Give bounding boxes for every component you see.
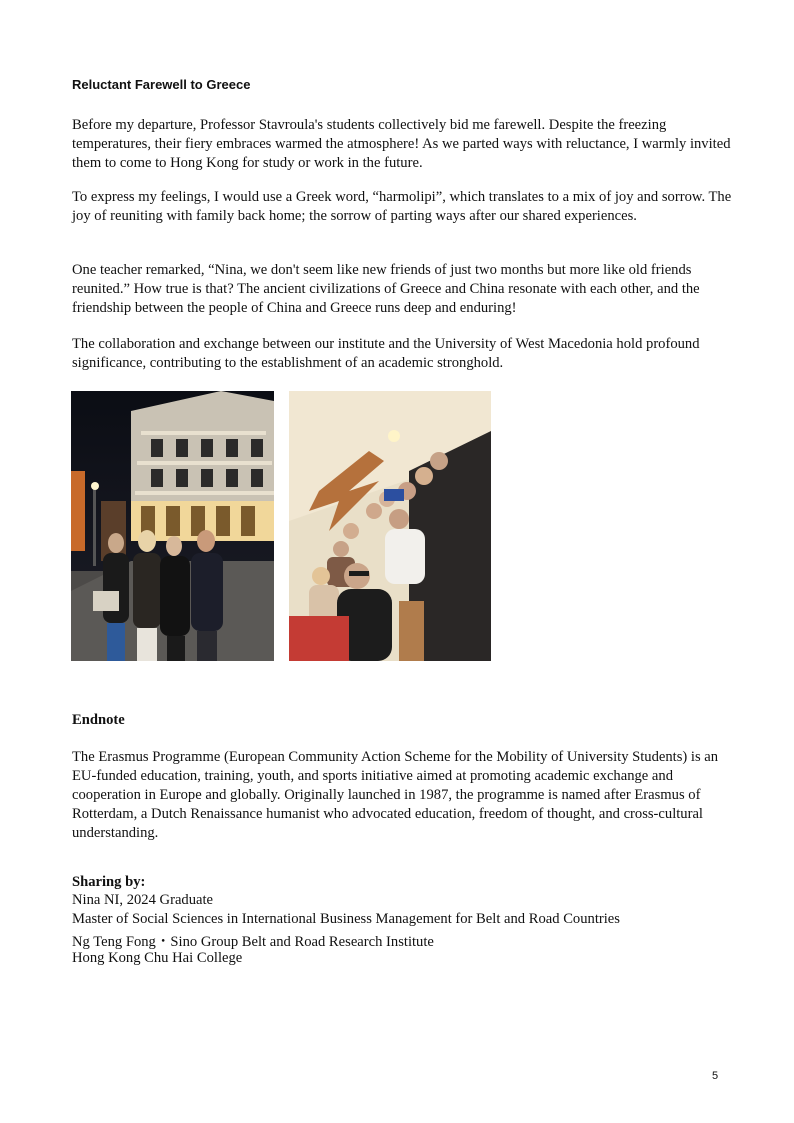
endnote-text: The Erasmus Programme (European Community Action Scheme for the Mobility of University Students) is an EU-funded education, training, youth, and sports initiative aimed at promoting academic exchange and cooperation in Europe and globally. Originally launched in 1987, the programme is named after Erasmus of Rotterdam, a Dutch Renaissance humanist who advocated education, freedom of thought, and cross-cultural understanding. (72, 749, 719, 841)
article-heading: Reluctant Farewell to Greece (72, 77, 251, 92)
paragraph-teacher-remark: One teacher remarked, “Nina, we don't seem like new friends of just two months but more like old friends reunited.” How true is that? The ancient civilizations of Greece and China resonate with each other, and the friendship between the people of China and Greece runs deep and enduring! (72, 262, 700, 316)
street-group-photo (71, 391, 274, 661)
page-number: 5 (712, 1070, 719, 1082)
author-institute: Ng Teng Fong・Sino Group Belt and Road Research Institute (72, 934, 434, 950)
author-programme: Master of Social Sciences in International Business Management for Belt and Road Countries (72, 911, 620, 927)
paragraph-collaboration: The collaboration and exchange between our institute and the University of West Macedonia hold profound significance, contributing to the establishment of an academic stronghold. (72, 336, 700, 371)
paragraph-harmolipi: To express my feelings, I would use a Greek word, “harmolipi”, which translates to a mix of joy and sorrow. The joy of reuniting with family back home; the sorrow of parting ways after our shared experiences. (72, 189, 732, 224)
author-college: Hong Kong Chu Hai College (72, 950, 243, 966)
author-name: Nina NI, 2024 Graduate (72, 892, 214, 908)
paragraph-farewell: Before my departure, Professor Stavroula's students collectively bid me farewell. Despite the freezing temperatures, their fiery embraces warmed the atmosphere! As we parted ways with reluctance, I warmly invited them to come to Hong Kong for study or work in the future. (72, 117, 731, 171)
endnote-title: Endnote (72, 712, 125, 728)
restaurant-group-photo (289, 391, 491, 661)
sharing-title: Sharing by: (72, 874, 146, 890)
